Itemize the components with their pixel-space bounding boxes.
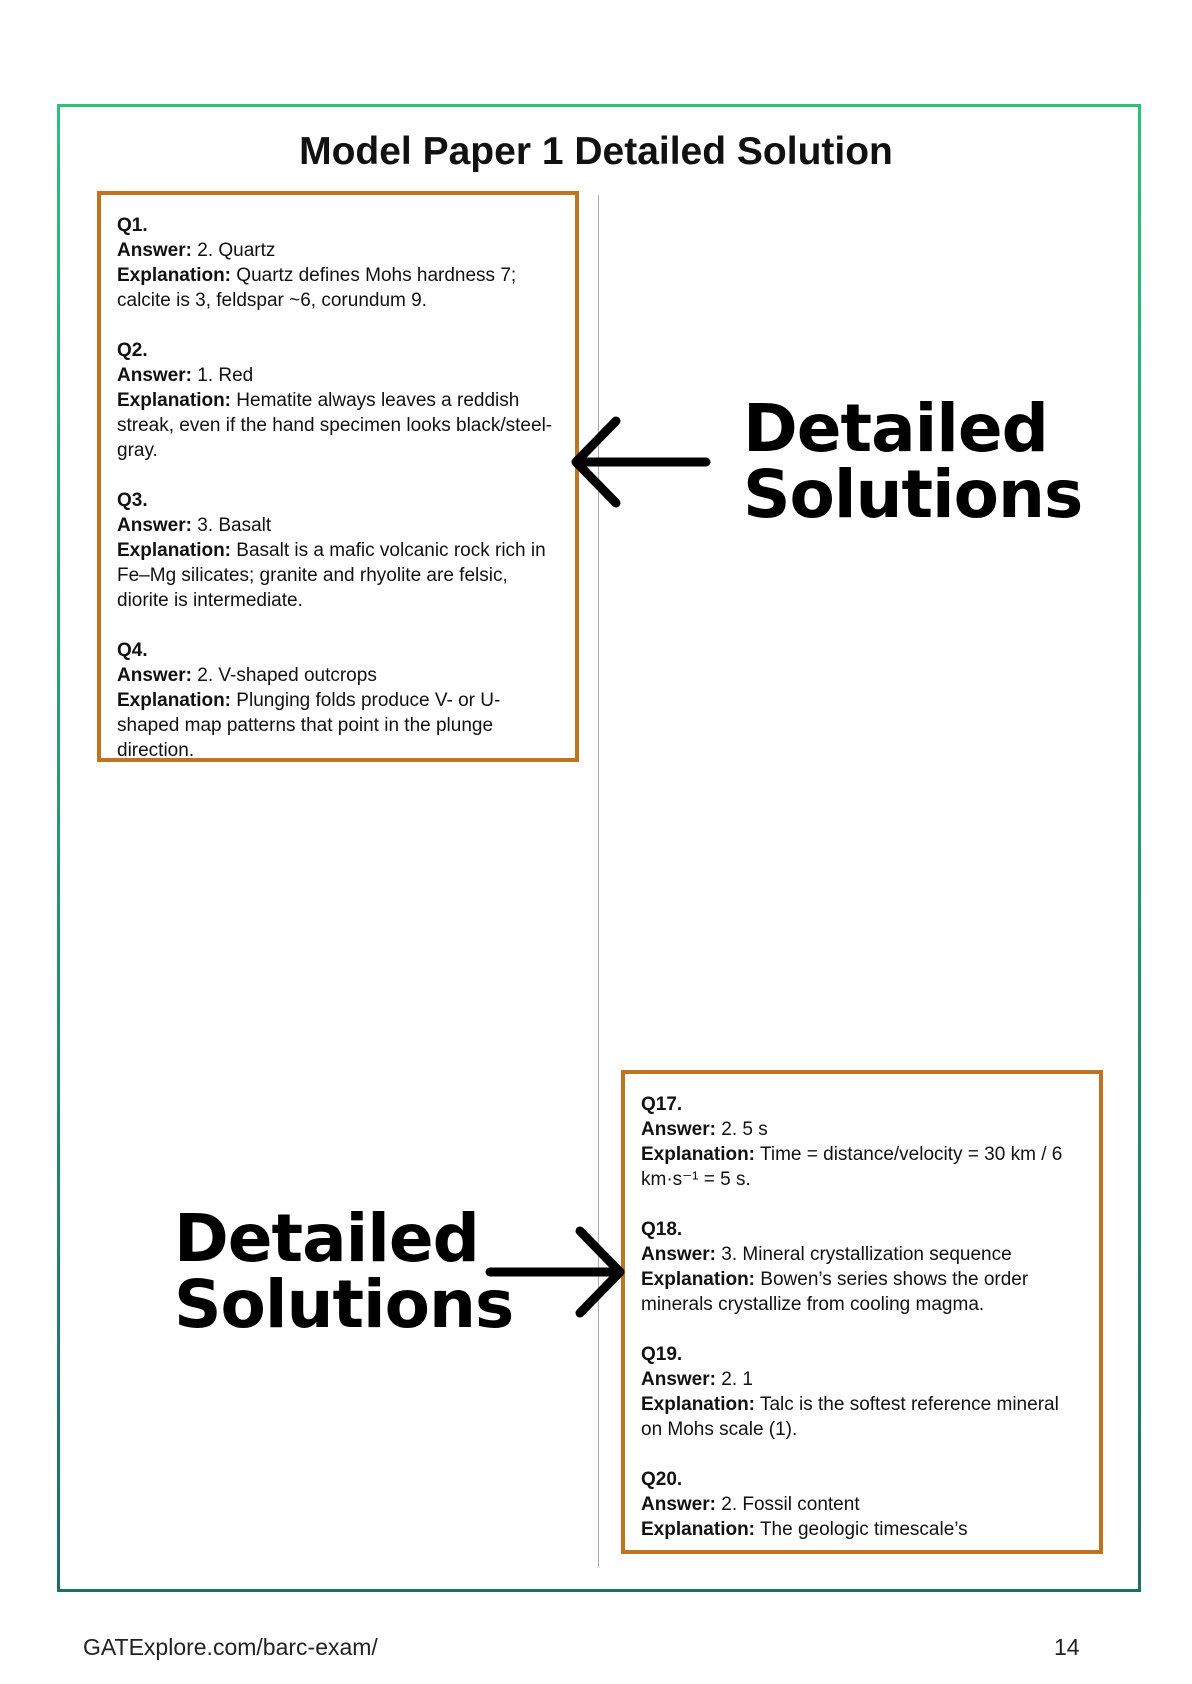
answer-label: Answer:: [641, 1119, 716, 1140]
answer-text: 3. Mineral crystallization sequence: [721, 1244, 1012, 1265]
question-solution: [117, 488, 559, 613]
explanation-text: Bowen’s series shows the order minerals crystallize from cooling magma.: [641, 1269, 1029, 1315]
explanation-label: Explanation:: [641, 1519, 756, 1540]
callout-line: Detailed: [743, 390, 1048, 467]
callout-detailed-solutions-bottom: [174, 1200, 514, 1343]
explanation-text: Time = distance/velocity = 30 km / 6 km·s⁻¹ = 5 s.: [641, 1144, 1063, 1190]
question-number: Q4.: [117, 640, 148, 661]
answer-text: 2. V-shaped outcrops: [197, 665, 377, 686]
question-number: Q3.: [117, 490, 148, 511]
page-number: 14: [1054, 1634, 1080, 1660]
answer-label: Answer:: [117, 665, 192, 686]
explanation-text: Hematite always leaves a reddish streak, even if the hand specimen looks black/steel-gray.: [117, 390, 553, 461]
callout-detailed-solutions-top: [743, 390, 1083, 533]
question-solution: [117, 638, 559, 763]
explanation-text: Talc is the softest reference mineral on Mohs scale (1).: [641, 1394, 1059, 1440]
answer-text: 2. Quartz: [197, 240, 276, 261]
explanation-label: Explanation:: [641, 1269, 756, 1290]
question-number: Q2.: [117, 340, 148, 361]
explanation-label: Explanation:: [117, 390, 232, 411]
solutions-box-left: [97, 191, 579, 762]
arrow-left-icon: [566, 415, 712, 509]
answer-label: Answer:: [641, 1369, 716, 1390]
answer-text: 2. 5 s: [721, 1119, 768, 1140]
question-solution: [641, 1467, 1083, 1542]
answer-text: 1. Red: [197, 365, 254, 386]
explanation-text: Basalt is a mafic volcanic rock rich in Fe–Mg silicates; granite and rhyolite are felsic, diorite is intermediate.: [117, 540, 546, 611]
explanation-text: The geologic timescale’s: [759, 1519, 968, 1540]
question-number: Q1.: [117, 215, 148, 236]
explanation-label: Explanation:: [641, 1144, 756, 1165]
explanation-label: Explanation:: [641, 1394, 756, 1415]
answer-label: Answer:: [117, 365, 192, 386]
answer-label: Answer:: [641, 1494, 716, 1515]
question-number: Q18.: [641, 1219, 683, 1240]
question-solution: [641, 1217, 1083, 1317]
column-divider: [598, 195, 599, 1567]
question-number: Q19.: [641, 1344, 683, 1365]
explanation-label: Explanation:: [117, 265, 232, 286]
solutions-box-right: [621, 1070, 1103, 1554]
callout-line: Solutions: [174, 1266, 514, 1343]
answer-text: 2. Fossil content: [721, 1494, 860, 1515]
question-solution: [117, 338, 559, 463]
callout-line: Detailed: [174, 1200, 479, 1277]
question-number: Q20.: [641, 1469, 683, 1490]
explanation-text: Quartz defines Mohs hardness 7; calcite is 3, feldspar ~6, corundum 9.: [117, 265, 517, 311]
answer-text: 3. Basalt: [197, 515, 272, 536]
question-solution: [641, 1092, 1083, 1192]
question-solution: [641, 1342, 1083, 1442]
question-number: Q17.: [641, 1094, 683, 1115]
callout-line: Solutions: [743, 456, 1083, 533]
answer-label: Answer:: [117, 515, 192, 536]
explanation-text: Plunging folds produce V- or U-shaped map patterns that point in the plunge direction.: [117, 690, 501, 761]
question-solution: [117, 213, 559, 313]
answer-label: Answer:: [641, 1244, 716, 1265]
footer-url[interactable]: GATExplore.com/barc-exam/: [83, 1634, 378, 1660]
page-title: Model Paper 1 Detailed Solution: [299, 130, 893, 173]
answer-label: Answer:: [117, 240, 192, 261]
answer-text: 2. 1: [721, 1369, 753, 1390]
explanation-label: Explanation:: [117, 690, 232, 711]
explanation-label: Explanation:: [117, 540, 232, 561]
